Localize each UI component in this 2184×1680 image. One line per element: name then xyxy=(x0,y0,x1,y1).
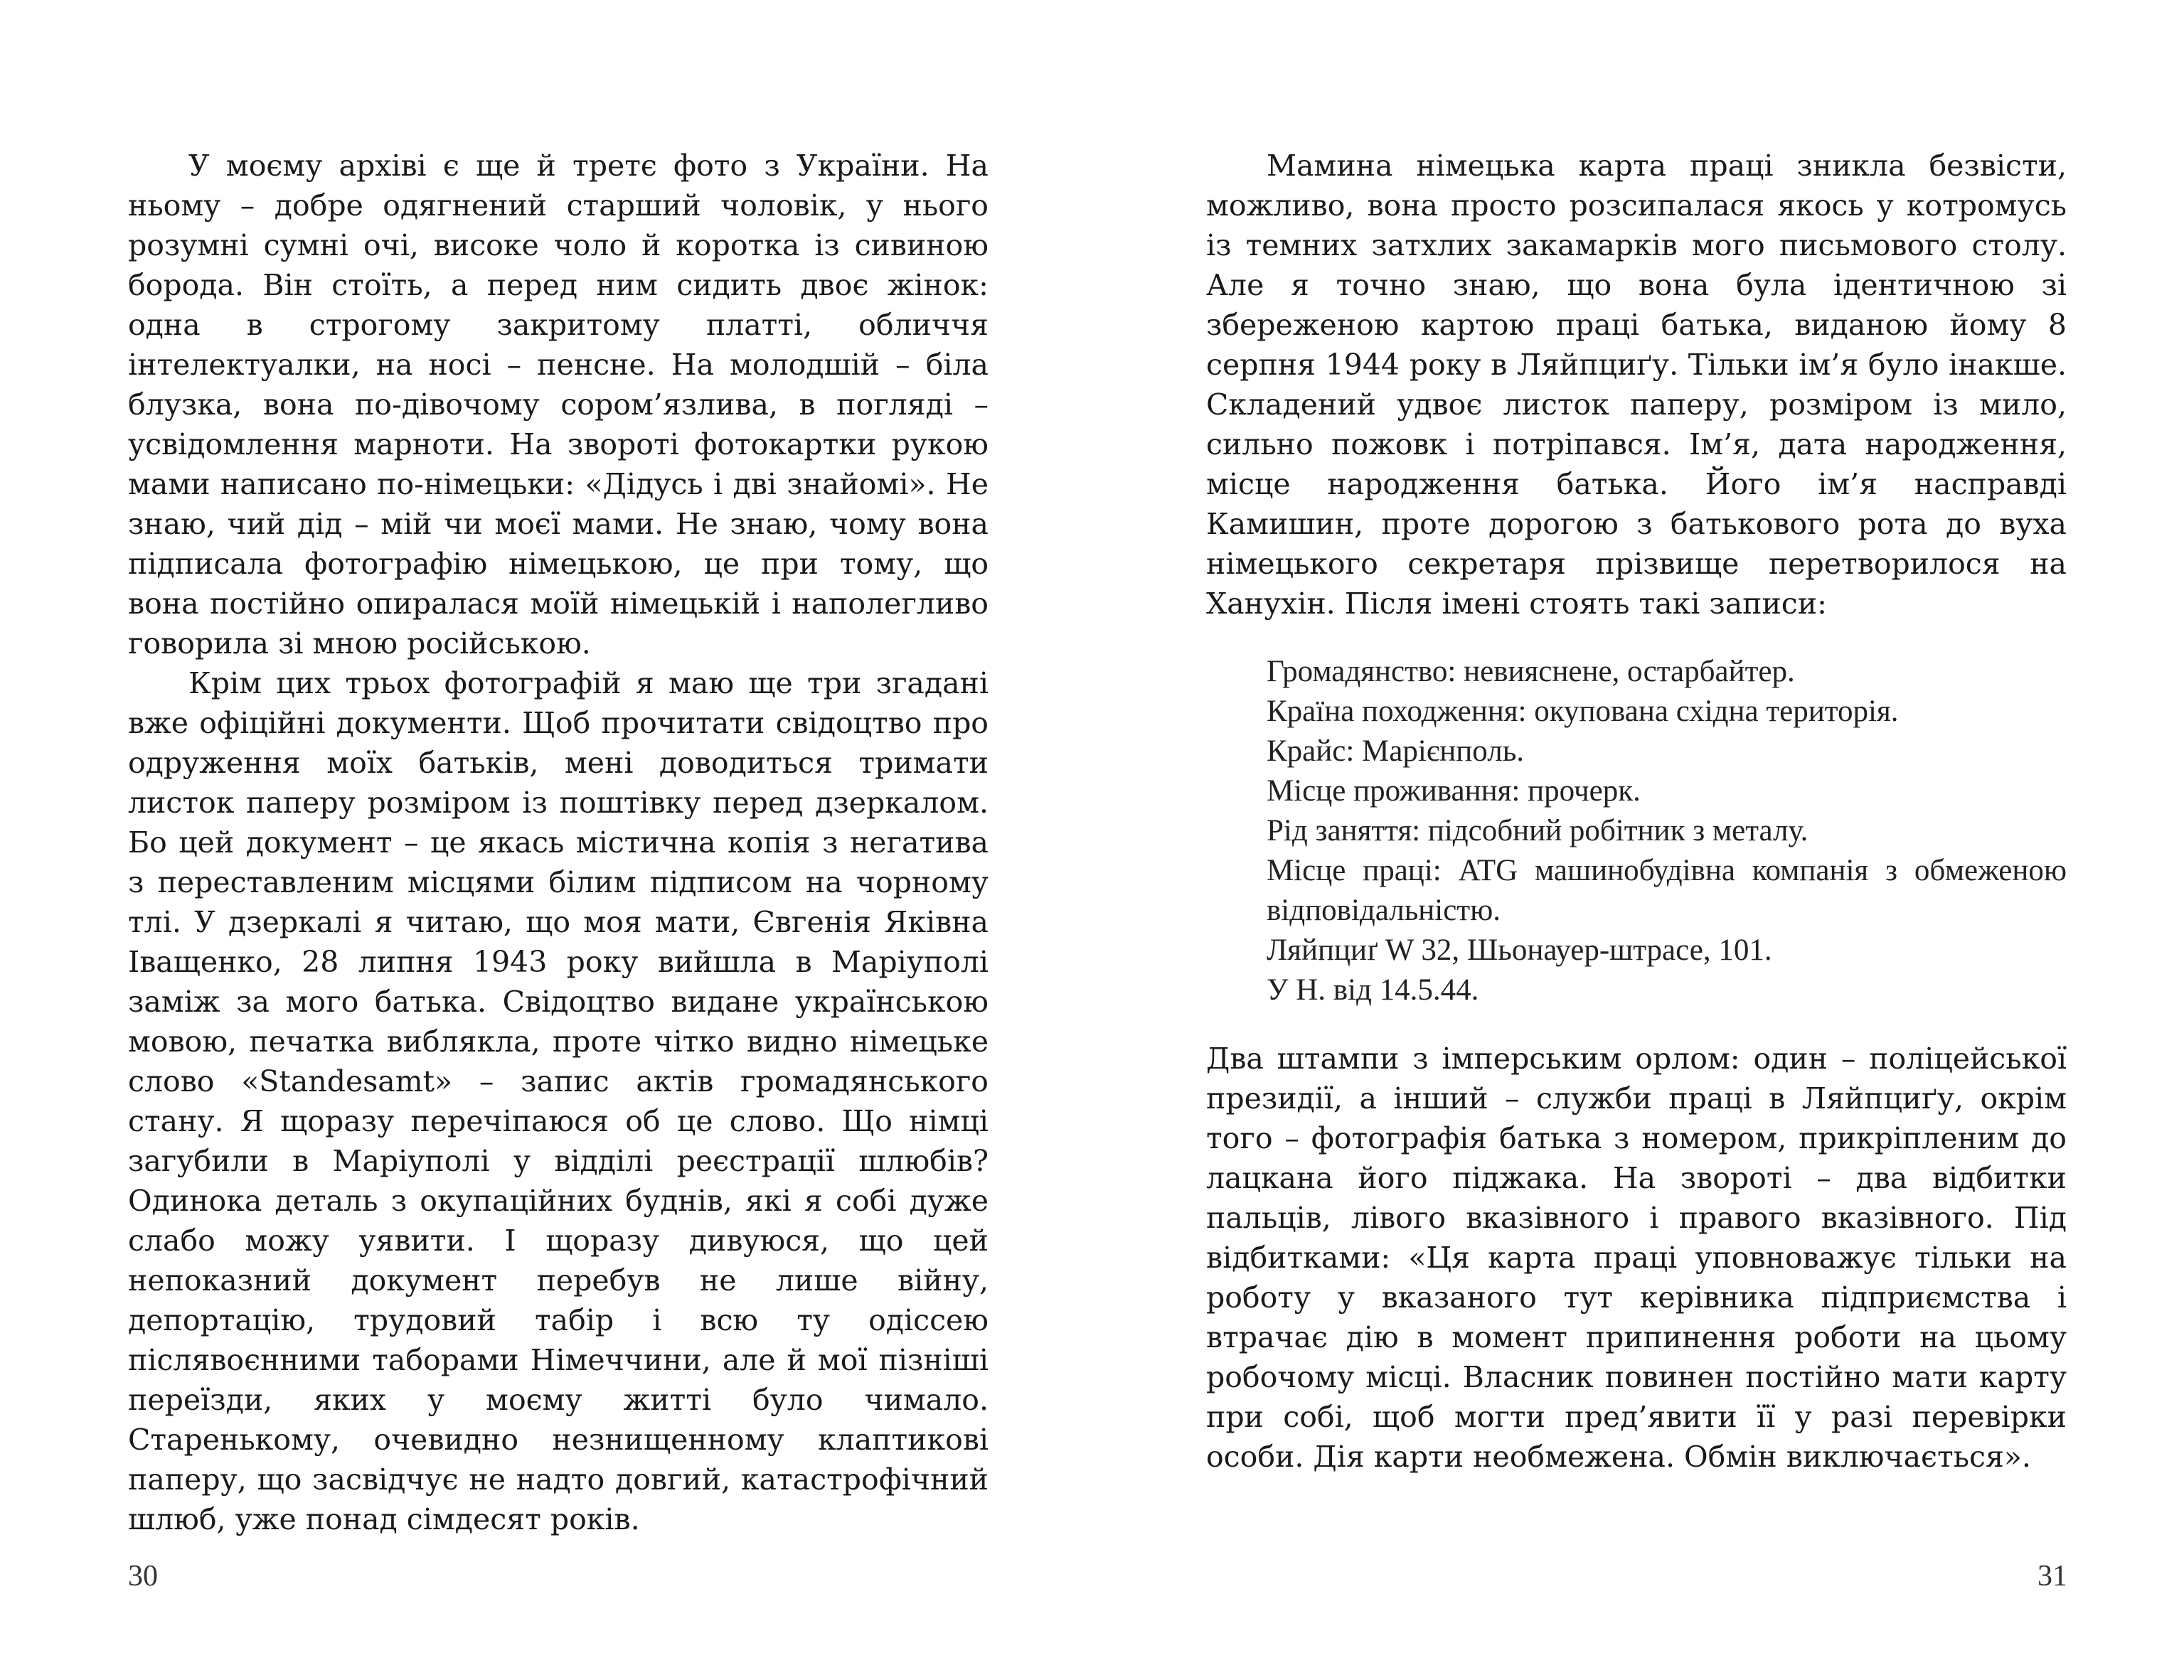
right-page xyxy=(1206,146,2067,1477)
right-paragraph-2: Два штампи з імперським орлом: один – поліцейської президії, а інший – служби праці в Ляйпциґу, окрім того – фотографія батька з номером, прикріпленим до лацкана його піджака. На звороті – два відбитки пальців, лівого вказівного і правого вказівного. Під відбитками: «Ця карта праці уповноважує тільки на роботу у вказаного тут керівника підприємства і втрачає дію в момент припинення роботи на цьому робочому місці. Власник повинен постійно мати карту при собі, щоб могти пред’явити її у разі перевірки особи. Дія карти необмежена. Обмін виключається». xyxy=(1206,1042,2067,1474)
record-residence: Місце проживання: прочерк. xyxy=(1267,774,1641,808)
page-number-right: 31 xyxy=(2037,1560,2067,1593)
left-paragraph-2: Крім цих трьох фотографій я маю ще три згадані вже офіційні документи. Щоб прочитати свідоцтво про одруження моїх батьків, мені доводиться тримати листок паперу розміром із поштівку перед дзеркалом. Бо цей документ – це якась містична копія з негатива з переставленим місцями білим підписом на чорному тлі. У дзеркалі я читаю, що моя мати, Євгенія Яківна Іващенко, 28 липня 1943 року вийшла в Маріуполі заміж за мого батька. Свідоцтво видане українською мовою, печатка виблякла, проте чітко видно німецьке слово «Standesamt» – запис актів громадянського стану. Я щоразу перечіпаюся об це слово. Що німці загубили в Маріуполі у відділі реєстрації шлюбів? Одинока деталь з окупаційних буднів, які я собі дуже слабо можу уявити. І щоразу дивуюся, що цей непоказний документ перебув не лише війну, депортацію, трудовий табір і всю ту одіссею післявоєнними таборами Німеччини, але й мої пізніші переїзди, яких у моєму житті було чимало. Старенькому, очевидно незнищенному клаптикові паперу, що засвідчує не надто довгий, катастрофічний шлюб, уже понад сімдесят років. xyxy=(128,666,989,1536)
right-paragraph-1: Мамина німецька карта праці зникла безвісти, можливо, вона просто розсипалася якось у котромусь із темних затхлих закамарків мого письмового столу. Але я точно знаю, що вона була ідентичною зі збереженою картою праці батька, виданою йому 8 серпня 1944 року в Ляйпциґу. Тільки ім’я було інакше. Складений удвоє листок паперу, розміром із мило, сильно пожовк і потріпався. Ім’я, дата народження, місце народження батька. Його ім’я насправді Камишин, проте дорогою з батькового рота до вуха німецького секретаря прізвище перетворилося на Ханухін. Після імені стоять такі записи: xyxy=(1206,149,2067,621)
record-workplace: Місце праці: ATG машинобудівна компанія з обмеженою відповідальністю. xyxy=(1267,854,2067,927)
left-paragraph-1: У моєму архіві є ще й третє фото з України. На ньому – добре одягнений старший чоловік, у нього розумні сумні очі, високе чоло й коротка із сивиною борода. Він стоїть, а перед ним сидить двоє жінок: одна в строгому закритому платті, обличчя інтелектуалки, на носі – пенсне. На молодшій – біла блузка, вона по-дівочому сором’язлива, в погляді – усвідомлення марноти. На звороті фотокартки рукою мами написано по-німецьки: «Дідусь і дві знайомі». Не знаю, чий дід – мій чи моєї мами. Не знаю, чому вона підписала фотографію німецькою, це при тому, що вона постійно опиралася моїй німецькій і наполегливо говорила зі мною російською. xyxy=(128,149,989,660)
work-card-records xyxy=(1206,652,2067,1010)
record-date: У Н. від 14.5.44. xyxy=(1267,973,1479,1007)
record-kreis: Крайс: Марієнполь. xyxy=(1267,734,1525,768)
page-number-left: 30 xyxy=(128,1560,158,1593)
record-citizenship: Громадянство: невияснене, остарбайтер. xyxy=(1267,655,1795,688)
record-occupation: Рід заняття: підсобний робітник з металу. xyxy=(1267,814,1809,847)
record-country-of-origin: Країна походження: окупована східна територія. xyxy=(1267,695,1899,728)
record-address: Ляйпциґ W 32, Шьонауер-штрасе, 101. xyxy=(1267,933,1772,967)
left-page xyxy=(128,146,989,1539)
